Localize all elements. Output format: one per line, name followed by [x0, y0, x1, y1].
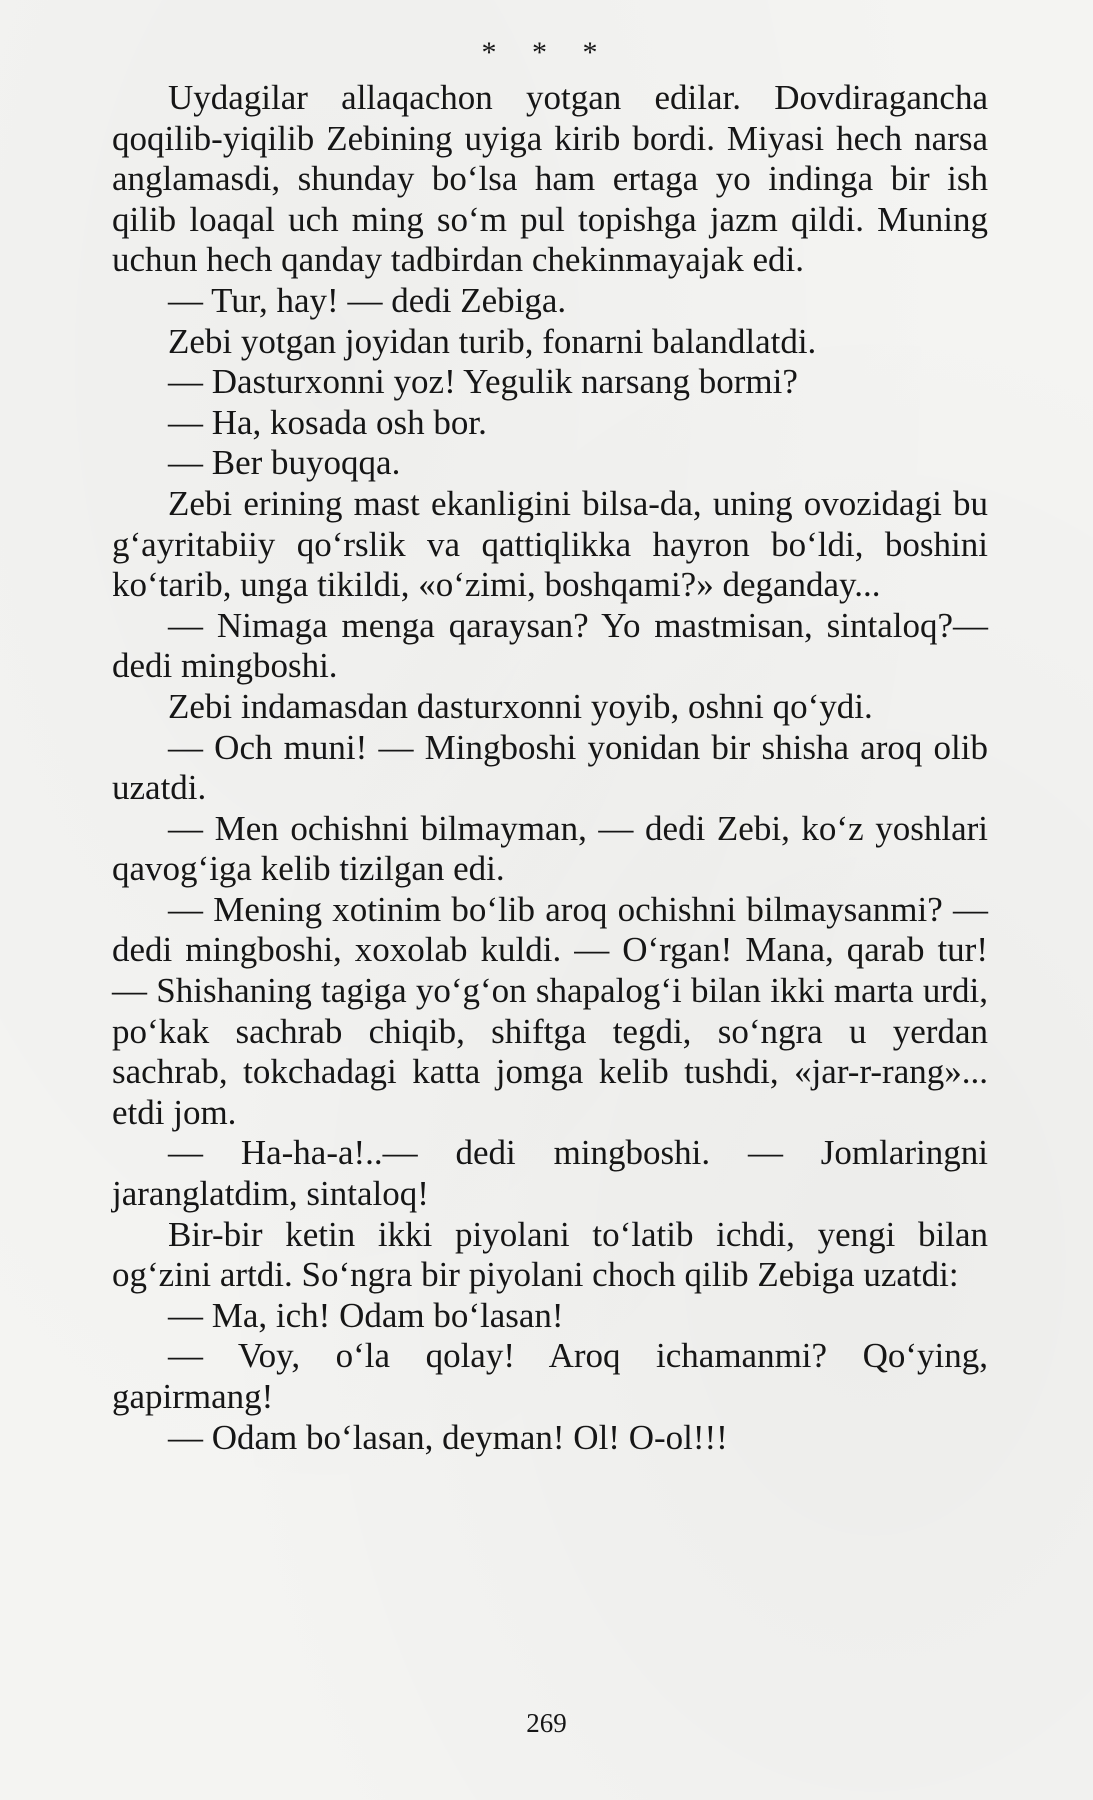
paragraph: Bir-bir ketin ikki piyolani to‘latib ichdi, yengi bilan og‘zini artdi. So‘ngra bir piyolani choch qilib Zebiga uzatdi: [112, 1214, 988, 1295]
paragraph: — Tur, hay! — dedi Zebiga. [168, 280, 567, 320]
paragraph: Uydagilar allaqachon yotgan edilar. Dovdiragancha qoqilib-yiqilib Zebining uyiga kirib bordi. Miyasi hech narsa anglamasdi, shunday bo‘lsa ham ertaga yo indinga bir ish qilib loaqal uch ming so‘m pul topishga jazm qildi. Muning uchun hech qanday tadbirdan chekinmayajak edi. [112, 78, 988, 280]
body-text [112, 78, 988, 1458]
paragraph: — Ma, ich! Odam bo‘lasan! [168, 1295, 564, 1335]
paragraph: Zebi indamasdan dasturxonni yoyib, oshni qo‘ydi. [168, 686, 873, 726]
section-separator: * * * [481, 36, 612, 69]
paragraph: — Men ochishni bilmayman, — dedi Zebi, ko‘z yoshlari qavog‘iga kelib tizilgan edi. [112, 808, 988, 889]
paragraph: — Nimaga menga qaraysan? Yo mastmisan, sintaloq?— dedi mingboshi. [112, 605, 988, 686]
paragraph: — Mening xotinim bo‘lib aroq ochishni bilmaysanmi? — dedi mingboshi, xoxolab kuldi. — O‘rgan! Mana, qarab tur! — Shishaning tagiga yo‘g‘on shapalog‘i bilan ikki marta urdi, po‘kak sachrab chiqib, shiftga tegdi, so‘ngra u yerdan sachrab, tokchadagi katta jomga kelib tushdi, «jar-r-rang»... etdi jom. [112, 889, 988, 1132]
paragraph: — Och muni! — Mingboshi yonidan bir shisha aroq olib uzatdi. [112, 727, 988, 808]
paragraph: — Ha-ha-a!..— dedi mingboshi. — Jomlaringni jaranglatdim, sintaloq! [112, 1133, 988, 1214]
paragraph: — Voy, o‘la qolay! Aroq ichamanmi? Qo‘ying, gapirmang! [112, 1336, 988, 1416]
paragraph: — Ha, kosada osh bor. [168, 402, 487, 442]
paragraph: — Ber buyoqqa. [168, 443, 401, 483]
paragraph: Zebi erining mast ekanligini bilsa-da, uning ovozidagi bu g‘ayritabiiy qo‘rslik va qattiqlikka hayron bo‘ldi, boshini ko‘tarib, unga tikildi, «o‘zimi, boshqami?» deganday... [112, 483, 988, 605]
paragraph: — Odam bo‘lasan, deyman! Ol! O-ol!!! [168, 1417, 728, 1457]
page-number: 269 [526, 1708, 567, 1738]
paragraph: Zebi yotgan joyidan turib, fonarni balandlatdi. [168, 321, 817, 361]
paragraph: — Dasturxonni yoz! Yegulik narsang bormi? [168, 362, 798, 402]
